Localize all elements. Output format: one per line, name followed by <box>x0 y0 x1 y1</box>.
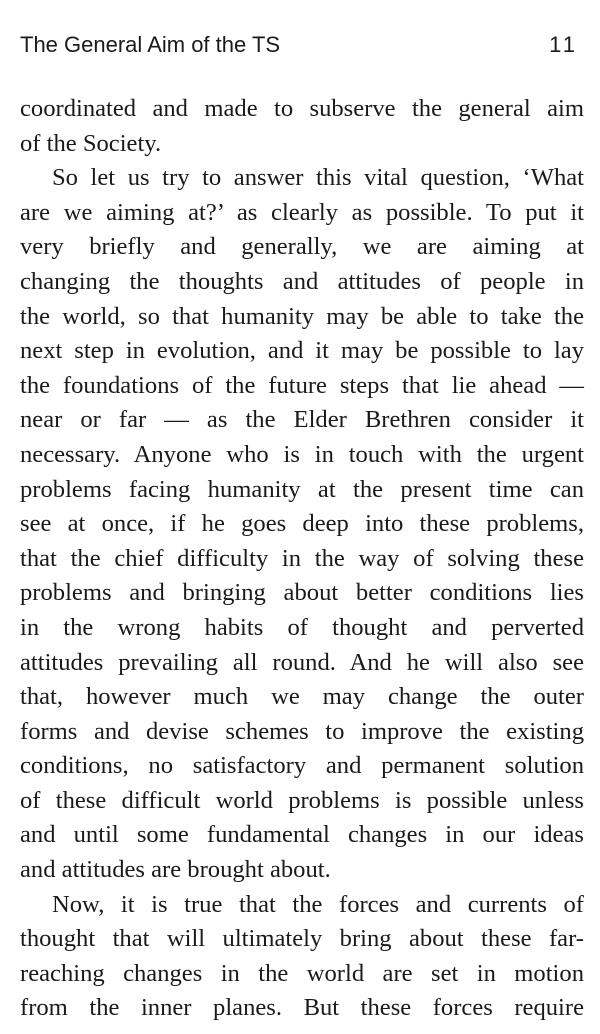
body-text <box>20 92 584 1026</box>
text-line: that the chief difficulty in the way of solving these <box>20 544 584 572</box>
text-line: near or far — as the Elder Brethren consider it <box>20 406 584 434</box>
text-line: of these difficult world problems is possible unless <box>20 786 584 814</box>
text-line: in the wrong habits of thought and perverted <box>20 613 584 641</box>
text-line: that, however much we may change the outer <box>20 683 584 711</box>
text-line: thought that will ultimately bring about these far- <box>20 925 584 953</box>
text-line: necessary. Anyone who is in touch with the urgent <box>20 440 584 468</box>
text-line: problems and bringing about better conditions lies <box>20 579 584 607</box>
text-line: problems facing humanity at the present time can <box>20 475 584 503</box>
text-line: conditions, no satisfactory and permanent solution <box>20 752 584 780</box>
text-line: attitudes prevailing all round. And he will also see <box>20 648 584 676</box>
text-line: next step in evolution, and it may be possible to lay <box>20 337 584 365</box>
text-line: changing the thoughts and attitudes of people in <box>20 267 584 295</box>
chapter-title: The General Aim of the TS <box>20 32 281 57</box>
running-head <box>20 28 578 62</box>
text-line: the world, so that humanity may be able to take the <box>20 302 584 330</box>
text-line: Now, it is true that the forces and currents of <box>52 890 584 918</box>
text-line: from the inner planes. But these forces require <box>20 994 584 1022</box>
text-line: So let us try to answer this vital question, ‘What <box>52 164 584 192</box>
text-line: very briefly and generally, we are aiming at <box>20 233 584 261</box>
text-line: see at once, if he goes deep into these problems, <box>20 510 584 538</box>
text-line: forms and devise schemes to improve the existing <box>20 717 584 745</box>
text-line: coordinated and made to subserve the general aim <box>20 95 584 122</box>
text-line: the foundations of the future steps that lie ahead — <box>20 371 584 399</box>
text-line: and attitudes are brought about. <box>20 856 331 884</box>
paragraph <box>20 161 584 887</box>
paragraph <box>20 92 584 161</box>
text-line: reaching changes in the world are set in motion <box>20 959 584 987</box>
text-line: of the Society. <box>20 129 162 157</box>
page-number: 11 <box>549 32 578 57</box>
paragraph <box>20 888 584 1026</box>
text-line: and until some fundamental changes in our ideas <box>20 821 584 849</box>
text-line: are we aiming at?’ as clearly as possible. To put it <box>20 198 584 226</box>
